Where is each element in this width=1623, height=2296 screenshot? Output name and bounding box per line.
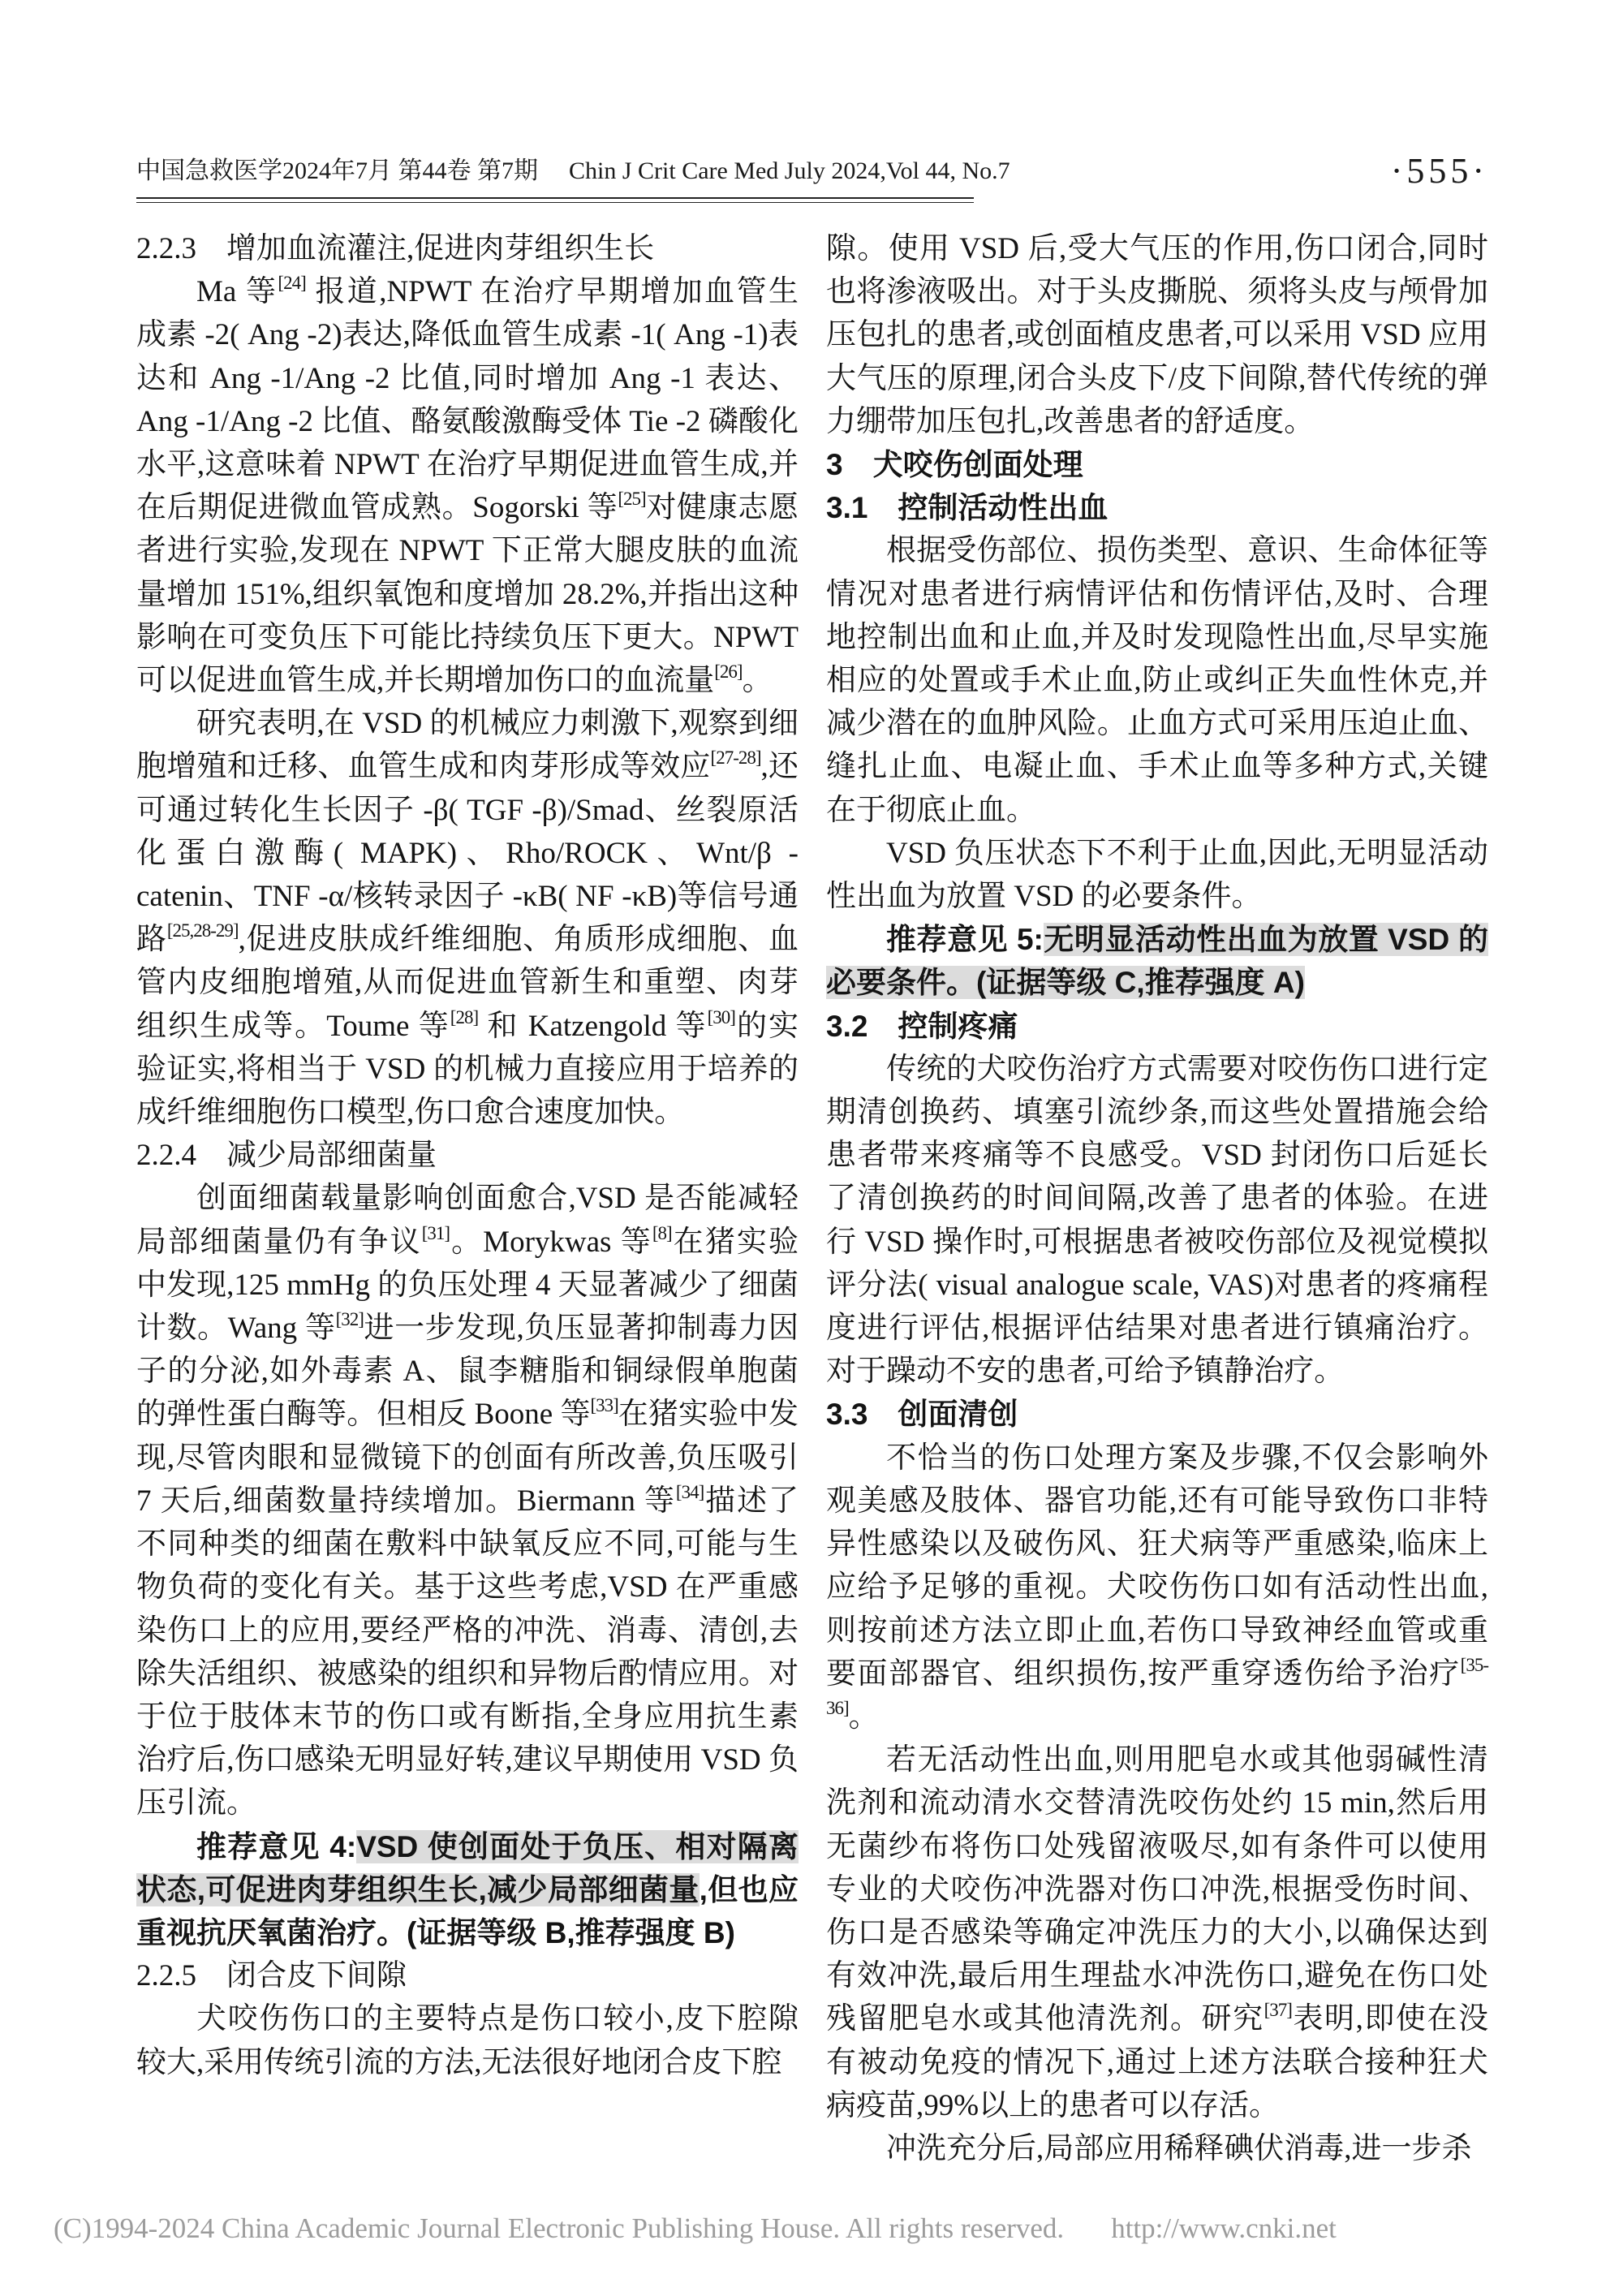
text-run: Ma 等 — [196, 275, 278, 309]
reference-superscript: [8] — [652, 1222, 672, 1243]
publisher-url: http://www.cnki.net — [1111, 2212, 1337, 2244]
section-heading — [136, 227, 799, 270]
body-paragraph — [826, 227, 1488, 443]
text-run: 推荐意见 4: — [196, 1829, 357, 1863]
reference-superscript: [27-28] — [710, 747, 761, 769]
body-paragraph — [136, 270, 799, 702]
reference-superscript: [37] — [1264, 2000, 1292, 2021]
text-run: 3 犬咬伤创面处理 — [826, 448, 1083, 482]
text-run: 进一步发现,负压显著抑制毒力因子的分泌,如外毒素 A、鼠李糖脂和铜绿假单胞菌的弹性蛋白酶等。但相反 Boone 等 — [136, 1312, 799, 1432]
reference-superscript: [28] — [450, 1006, 479, 1027]
body-paragraph — [826, 832, 1488, 918]
reference-superscript: [33] — [590, 1395, 618, 1416]
text-run: 研究表明,在 VSD 的机械应力刺激下,观察到细胞增殖和迁移、血管生成和肉芽形成等效应 — [136, 707, 799, 784]
section-heading — [826, 1005, 1488, 1048]
reference-superscript: [30] — [707, 1006, 735, 1027]
reference-superscript: [26] — [714, 661, 743, 683]
text-run: 。Morykwas 等 — [450, 1225, 652, 1259]
text-run: 隙。使用 VSD 后,受大气压的作用,伤口闭合,同时也将渗液吸出。对于头皮撕脱、须将头皮与颅骨加压包扎的患者,或创面植皮患者,可以采用 VSD 应用大气压的原理,闭合头皮下/皮下间隙,替代传统的弹力绷带加压包扎,改善患者的舒适度。 — [826, 232, 1488, 438]
text-run: 表明,即使在没有被动免疫的情况下,通过上述方法联合接种狂犬病疫苗,99%以上的患者可以存活。 — [826, 2002, 1489, 2122]
text-run: 描述了不同种类的细菌在敷料中缺氧反应不同,可能与生物负荷的变化有关。基于这些考虑,VSD 在严重感染伤口上的应用,要经严格的冲洗、消毒、清创,去除失活组织、被感染的组织和异物后酌情应用。对于位于肢体末节的伤口或有断指,全身应用抗生素治疗后,伤口感染无明显好转,建议早期使用 VSD 负压引流。 — [136, 1484, 799, 1820]
text-run: 3.2 控制疼痛 — [826, 1009, 1018, 1043]
header-divider-rule — [136, 197, 974, 203]
page-header — [136, 153, 1488, 190]
section-heading — [136, 1134, 799, 1177]
reference-superscript: [34] — [675, 1481, 704, 1502]
text-run: 创面细菌载量影响创面愈合,VSD 是否能减轻局部细菌量仍有争议 — [136, 1182, 799, 1259]
body-paragraph — [826, 1738, 1488, 2127]
text-run: 和 Katzengold 等 — [478, 1009, 708, 1043]
journal-title-line — [136, 153, 1010, 190]
text-run: 对健康志愿者进行实验,发现在 NPWT 下正常大腿皮肤的血流量增加 151%,组织氧饱和度增加 28.2%,并指出这种影响在可变负压下可能比持续负压下更大。NPWT 可以促进血管生成,并长期增加伤口的血流量 — [136, 491, 799, 698]
text-run: 推荐意见 5: — [886, 923, 1044, 957]
section-heading — [136, 1954, 799, 1997]
text-run: 。 — [848, 1699, 879, 1734]
text-run: 报道,NPWT 在治疗早期增加血管生成素 -2( Ang -2)表达,降低血管生成素 -1( Ang -1)表达和 Ang -1/Ang -2 比值,同时增加 Ang -1 表达、Ang -1/Ang -2 比值、酪氨酸激酶受体 Tie -2 磷酸化水平,这意味着 NPWT 在治疗早期促进血管生成,并在后期促进微血管成熟。Sogorski 等 — [136, 275, 799, 525]
text-run: 的实验证实,将相当于 VSD 的机械力直接应用于培养的成纤维细胞伤口模型,伤口愈合速度加快。 — [136, 1009, 799, 1130]
highlighted-text: 无明显活动性出血为放置 VSD 的必要条件。(证据等级 C,推荐强度 A) — [826, 923, 1488, 1000]
reference-superscript: [25,28-29] — [166, 920, 239, 941]
text-run: ,还可通过转化生长因子 -β( TGF -β)/Smad、丝裂原活化蛋白激酶( MAPK)、Rho/ROCK、Wnt/β -catenin、TNF -α/核转录因子 -κB( NF -κB)等信号通路 — [136, 750, 799, 957]
text-run: 犬咬伤伤口的主要特点是伤口较小,皮下腔隙较大,采用传统引流的方法,无法很好地闭合皮下腔 — [136, 2002, 799, 2079]
text-run: 3.3 创面清创 — [826, 1398, 1018, 1432]
text-run: 不恰当的伤口处理方案及步骤,不仅会影响外观美感及肢体、器官功能,还有可能导致伤口非特异性感染以及破伤风、狂犬病等严重感染,临床上应给予足够的重视。犬咬伤伤口如有活动性出血,则按前述方法立即止血,若伤口导致神经血管或重要面部器官、组织损伤,按严重穿透伤给予治疗 — [826, 1441, 1488, 1691]
body-paragraph — [826, 529, 1488, 831]
recommendation-paragraph — [826, 918, 1488, 1004]
journal-title-english: Chin J Crit Care Med July 2024,Vol 44, No.7 — [569, 157, 1010, 184]
text-run: 在猪实验中发现,125 mmHg 的负压处理 4 天显著减少了细菌计数。Wang 等 — [136, 1225, 799, 1346]
text-run: 3.1 控制活动性出血 — [826, 491, 1109, 525]
body-paragraph — [826, 2127, 1488, 2170]
reference-superscript: [24] — [278, 273, 306, 294]
reference-superscript: [25] — [618, 489, 646, 510]
text-run: 2.2.4 减少局部细菌量 — [136, 1139, 437, 1173]
left-text-column — [136, 227, 799, 2147]
section-heading — [826, 486, 1488, 529]
text-run: ,促进皮肤成纤维细胞、角质形成细胞、血管内皮细胞增殖,从而促进血管新生和重塑、肉芽组织生成等。Toume 等 — [136, 923, 799, 1043]
journal-title-chinese: 中国急救医学2024年7月 第44卷 第7期 — [136, 157, 538, 184]
body-paragraph — [136, 1177, 799, 1824]
section-heading — [826, 443, 1488, 486]
reference-superscript: [32] — [335, 1309, 364, 1330]
text-run: 。 — [742, 664, 773, 698]
text-run: 2.2.3 增加血流灌注,促进肉芽组织生长 — [136, 232, 655, 265]
page-footer — [54, 2212, 1337, 2245]
section-heading — [826, 1393, 1488, 1436]
text-run: 传统的犬咬伤治疗方式需要对咬伤伤口进行定期清创换药、填塞引流纱条,而这些处置措施会给患者带来疼痛等不良感受。VSD 封闭伤口后延长了清创换药的时间间隔,改善了患者的体验。在进行 VSD 操作时,可根据患者被咬伤部位及视觉模拟评分法( visual analogue scale, VAS)对患者的疼痛程度进行评估,根据评估结果对患者进行镇痛治疗。对于躁动不安的患者,可给予镇静治疗。 — [826, 1052, 1488, 1389]
text-run: 2.2.5 闭合皮下间隙 — [136, 1959, 407, 1993]
recommendation-paragraph — [136, 1825, 799, 1955]
copyright-notice: (C)1994-2024 China Academic Journal Electronic Publishing House. All rights reserved. — [54, 2212, 1065, 2244]
highlighted-text: VSD 使创面处于负压、相对隔离状态,可促进肉芽组织生长,减少局部细菌量 — [136, 1829, 799, 1906]
body-paragraph — [136, 702, 799, 1134]
text-run: ,但也应重视抗厌氧菌治疗。(证据等级 B,推荐强度 B) — [136, 1872, 799, 1949]
body-paragraph — [826, 1048, 1488, 1394]
text-run: 在猪实验中发现,尽管肉眼和显微镜下的创面有所改善,负压吸引 7 天后,细菌数量持续增加。Biermann 等 — [136, 1398, 799, 1518]
body-paragraph — [136, 1997, 799, 2083]
text-run: 若无活动性出血,则用肥皂水或其他弱碱性清洗剂和流动清水交替清洗咬伤处约 15 min,然后用无菌纱布将伤口处残留液吸尽,如有条件可以使用专业的犬咬伤冲洗器对伤口冲洗,根据受伤时间、伤口是否感染等确定冲洗压力的大小,以确保达到有效冲洗,最后用生理盐水冲洗伤口,避免在伤口处残留肥皂水或其他清洗剂。研究 — [826, 1743, 1488, 2036]
text-run: VSD 负压状态下不利于止血,因此,无明显活动性出血为放置 VSD 的必要条件。 — [826, 836, 1488, 914]
right-text-column — [826, 227, 1489, 2165]
reference-superscript: [31] — [421, 1222, 450, 1243]
text-run: 冲洗充分后,局部应用稀释碘伏消毒,进一步杀 — [886, 2131, 1472, 2165]
text-run: 根据受伤部位、损伤类型、意识、生命体征等情况对患者进行病情评估和伤情评估,及时、合理地控制出血和止血,并及时发现隐性出血,尽早实施相应的处置或手术止血,防止或纠正失血性休克,并减少潜在的血肿风险。止血方式可采用压迫止血、缝扎止血、电凝止血、手术止血等多种方式,关键在于彻底止血。 — [826, 534, 1488, 827]
page-number: ·555· — [1390, 151, 1488, 191]
body-paragraph — [826, 1437, 1488, 1738]
reference-superscript: [35-36] — [826, 1654, 1488, 1718]
